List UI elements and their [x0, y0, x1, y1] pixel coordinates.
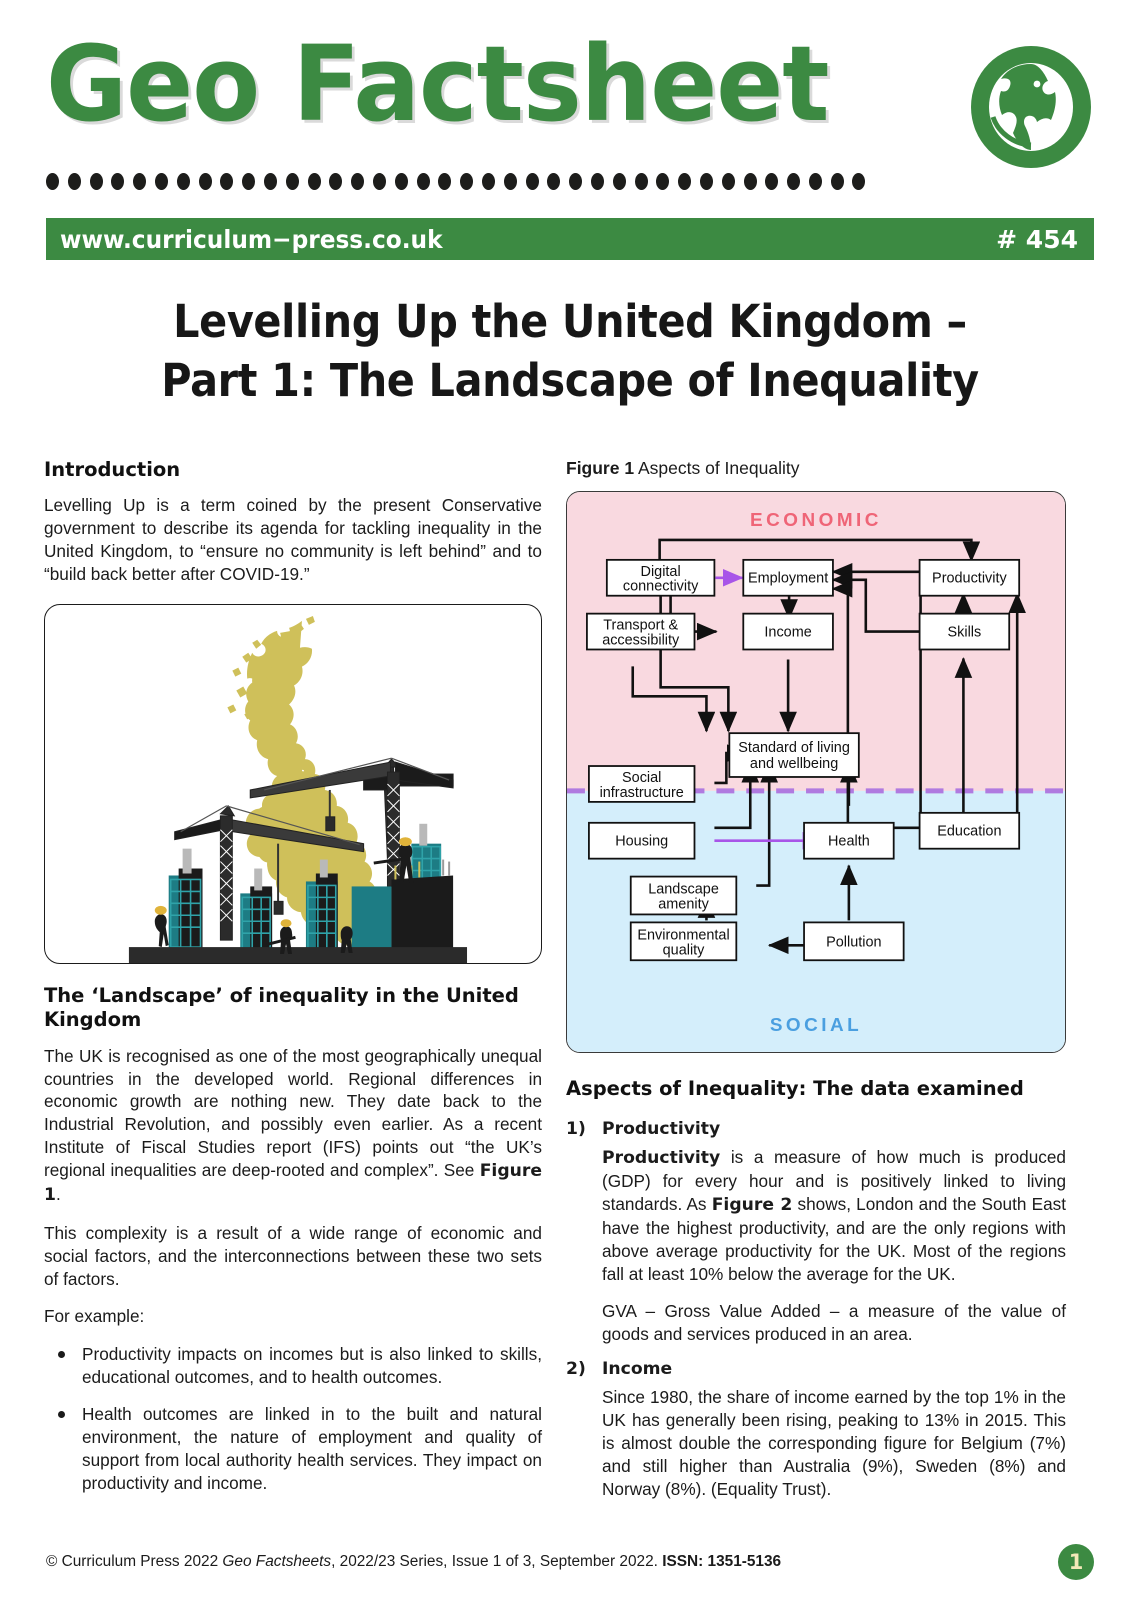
svg-text:Pollution: Pollution	[826, 934, 882, 951]
svg-text:amenity: amenity	[658, 896, 709, 913]
landscape-heading: The ‘Landscape’ of inequality in the United Kingdom	[44, 983, 519, 1032]
data-item-income	[566, 1359, 1066, 1500]
data-items-list	[566, 1119, 1066, 1500]
website-url[interactable]: www.curriculum−press.co.uk	[60, 224, 443, 254]
figure-1-reference: Figure 1	[44, 1161, 542, 1205]
node-education	[920, 813, 1020, 849]
landscape-paragraph-3: For example:	[44, 1306, 145, 1327]
svg-text:Transport &: Transport &	[603, 617, 679, 634]
figure-1-label: Figure 1	[566, 458, 635, 478]
svg-text:Income: Income	[764, 624, 812, 641]
svg-text:Standard of living: Standard of living	[738, 740, 850, 757]
url-bar	[46, 218, 1094, 260]
list-item: Productivity impacts on incomes but is also linked to skills, educational outcomes, and to health outcomes.	[48, 1343, 542, 1389]
node-income	[743, 614, 833, 650]
globe-icon	[968, 44, 1094, 170]
data-item-productivity	[566, 1119, 1066, 1345]
page-title-line2: Part 1: The Landscape of Inequality	[161, 354, 979, 408]
svg-text:Employment: Employment	[747, 570, 829, 587]
svg-text:Skills: Skills	[947, 624, 982, 641]
svg-text:and wellbeing: and wellbeing	[749, 756, 839, 773]
masthead	[46, 23, 1094, 204]
economic-label: ECONOMIC	[750, 509, 882, 531]
item-paragraph-1: Productivity is a measure of how much is produced (GDP) for every hour and is positively linked to living standards. As Figure 2 shows, London and the South East have the highest productivity, and are the only regions with above average productivity for the UK. Most of the regions fall at least 10% below the average for the UK.	[602, 1147, 1067, 1284]
page-title	[110, 292, 1030, 411]
item-paragraph-1: Since 1980, the share of income earned by the top 1% in the UK has generally been rising, peaking to 13% in 2015. This is almost double the corresponding figure for Belgium (7%) and still higher than Australia (9%), Sweden (8%) and Norway (8%). (Equality Trust).	[602, 1387, 1066, 1499]
item-heading: Productivity	[602, 1119, 721, 1140]
data-examined-heading: Aspects of Inequality: The data examined	[566, 1077, 1024, 1100]
landscape-paragraph-1: The UK is recognised as one of the most geographically unequal countries in the developed world. Regional differences in economic growth are nothing new. They date back to the Industrial Revolution, and possibly even earlier. As a recent Institute of Fiscal Studies report (IFS) points out “the UK’s regional inequalities are deep-rooted and complex”. See Figure 1.	[44, 1045, 542, 1205]
left-column	[44, 458, 542, 1509]
node-environmental-quality	[631, 922, 737, 960]
node-digital-connectivity	[607, 560, 715, 596]
svg-text:accessibility: accessibility	[602, 632, 680, 649]
social-label: SOCIAL	[769, 1014, 863, 1036]
node-housing	[589, 823, 695, 859]
node-standard-of-living	[729, 733, 858, 777]
item-paragraph-2: GVA – Gross Value Added – a measure of the value of goods and services produced in an area.	[602, 1300, 1066, 1344]
node-transport-accessibility	[587, 614, 695, 650]
svg-text:Productivity: Productivity	[932, 570, 1007, 587]
figure-2-reference: Figure 2	[711, 1195, 793, 1216]
svg-text:Digital: Digital	[640, 563, 681, 580]
figure-1-diagram	[566, 491, 1066, 1053]
right-column	[566, 458, 1066, 1515]
svg-text:Health: Health	[828, 833, 870, 850]
svg-text:Social: Social	[622, 769, 662, 786]
svg-text:Housing: Housing	[615, 833, 669, 850]
svg-text:Education: Education	[937, 823, 1002, 840]
item-heading: Income	[602, 1359, 673, 1380]
svg-text:Environmental: Environmental	[637, 927, 730, 944]
item-number: 1)	[566, 1119, 586, 1140]
node-social-infrastructure	[589, 766, 695, 802]
page-title-line1: Levelling Up the United Kingdom –	[173, 295, 967, 348]
figure-1-caption-text: Aspects of Inequality	[634, 458, 800, 478]
svg-text:Landscape: Landscape	[648, 881, 719, 898]
node-health	[804, 823, 894, 859]
figure-1-caption	[566, 458, 1066, 479]
introduction-heading: Introduction	[44, 458, 181, 481]
list-item: Health outcomes are linked in to the built and natural environment, the nature of employment and quality of support from local authority health services. They impact on productivity and income.	[48, 1403, 542, 1495]
dotted-rule	[46, 172, 866, 190]
node-productivity	[920, 560, 1020, 596]
svg-text:connectivity: connectivity	[622, 578, 699, 595]
issn: ISSN: 1351-5136	[662, 1553, 782, 1570]
landscape-paragraph-2: This complexity is a result of a wide range of economic and social factors, and the interconnections between these two sets of factors.	[44, 1222, 542, 1289]
item-number: 2)	[566, 1359, 586, 1380]
brand-title: Geo Factsheet	[46, 23, 829, 145]
page-number-badge: 1	[1058, 1544, 1094, 1580]
aspects-of-inequality-svg	[567, 492, 1065, 1052]
node-employment	[743, 560, 833, 596]
node-skills	[920, 614, 1010, 650]
issue-number: # 454	[996, 224, 1078, 254]
example-bullet-list	[48, 1343, 542, 1494]
node-landscape-amenity	[631, 877, 737, 915]
node-pollution	[804, 922, 904, 960]
introduction-paragraph: Levelling Up is a term coined by the present Conservative government to describe its agenda for tackling inequality in the United Kingdom, to “ensure no community is left behind” and to “build back better after COVID-19.”	[44, 495, 542, 584]
svg-text:infrastructure: infrastructure	[599, 784, 684, 801]
uk-construction-cranes-illustration	[44, 604, 542, 964]
illustration-svg	[45, 605, 541, 963]
footer	[46, 1544, 1094, 1580]
copyright-line: © Curriculum Press 2022 Geo Factsheets, 2022/23 Series, Issue 1 of 3, September 2022. ISSN: 1351-5136	[46, 1553, 782, 1570]
svg-text:quality: quality	[662, 942, 705, 959]
